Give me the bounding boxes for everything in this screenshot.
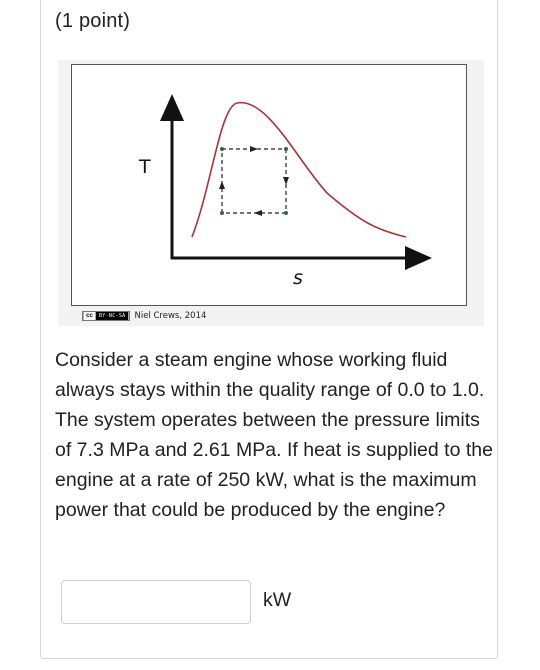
answer-input[interactable] <box>61 580 251 624</box>
cycle-arrow-right <box>250 146 258 152</box>
cycle-arrow-left <box>254 210 262 216</box>
saturation-dome <box>192 103 406 237</box>
carnot-cycle <box>222 149 286 213</box>
ts-diagram-svg <box>72 65 468 307</box>
points-label: (1 point) <box>55 10 131 32</box>
s-axis-label: s <box>293 267 303 289</box>
question-text: Consider a steam engine whose working fluid always stays within the quality range of 0.0 to 1.0. The system operates between the pressure limits of 7.3 MPa and 2.61 MPa. If heat is supplied to the engine at a rate of 250 kW, what is the maximum power that could be produced by the engine? <box>55 349 493 521</box>
figure-credit: Niel Crews, 2014 <box>134 311 207 321</box>
cycle-arrow-up <box>219 181 225 189</box>
cycle-nodes <box>220 147 288 215</box>
cc-license-type: BY-NC-SA <box>96 312 128 320</box>
cycle-arrow-down <box>283 177 289 185</box>
license-attribution <box>82 310 206 322</box>
answer-unit: kW <box>263 589 292 611</box>
ts-diagram <box>71 64 467 306</box>
cc-logo-icon: cc <box>84 312 95 320</box>
t-axis-label: T <box>139 156 151 178</box>
cc-license-badge[interactable] <box>82 311 130 321</box>
